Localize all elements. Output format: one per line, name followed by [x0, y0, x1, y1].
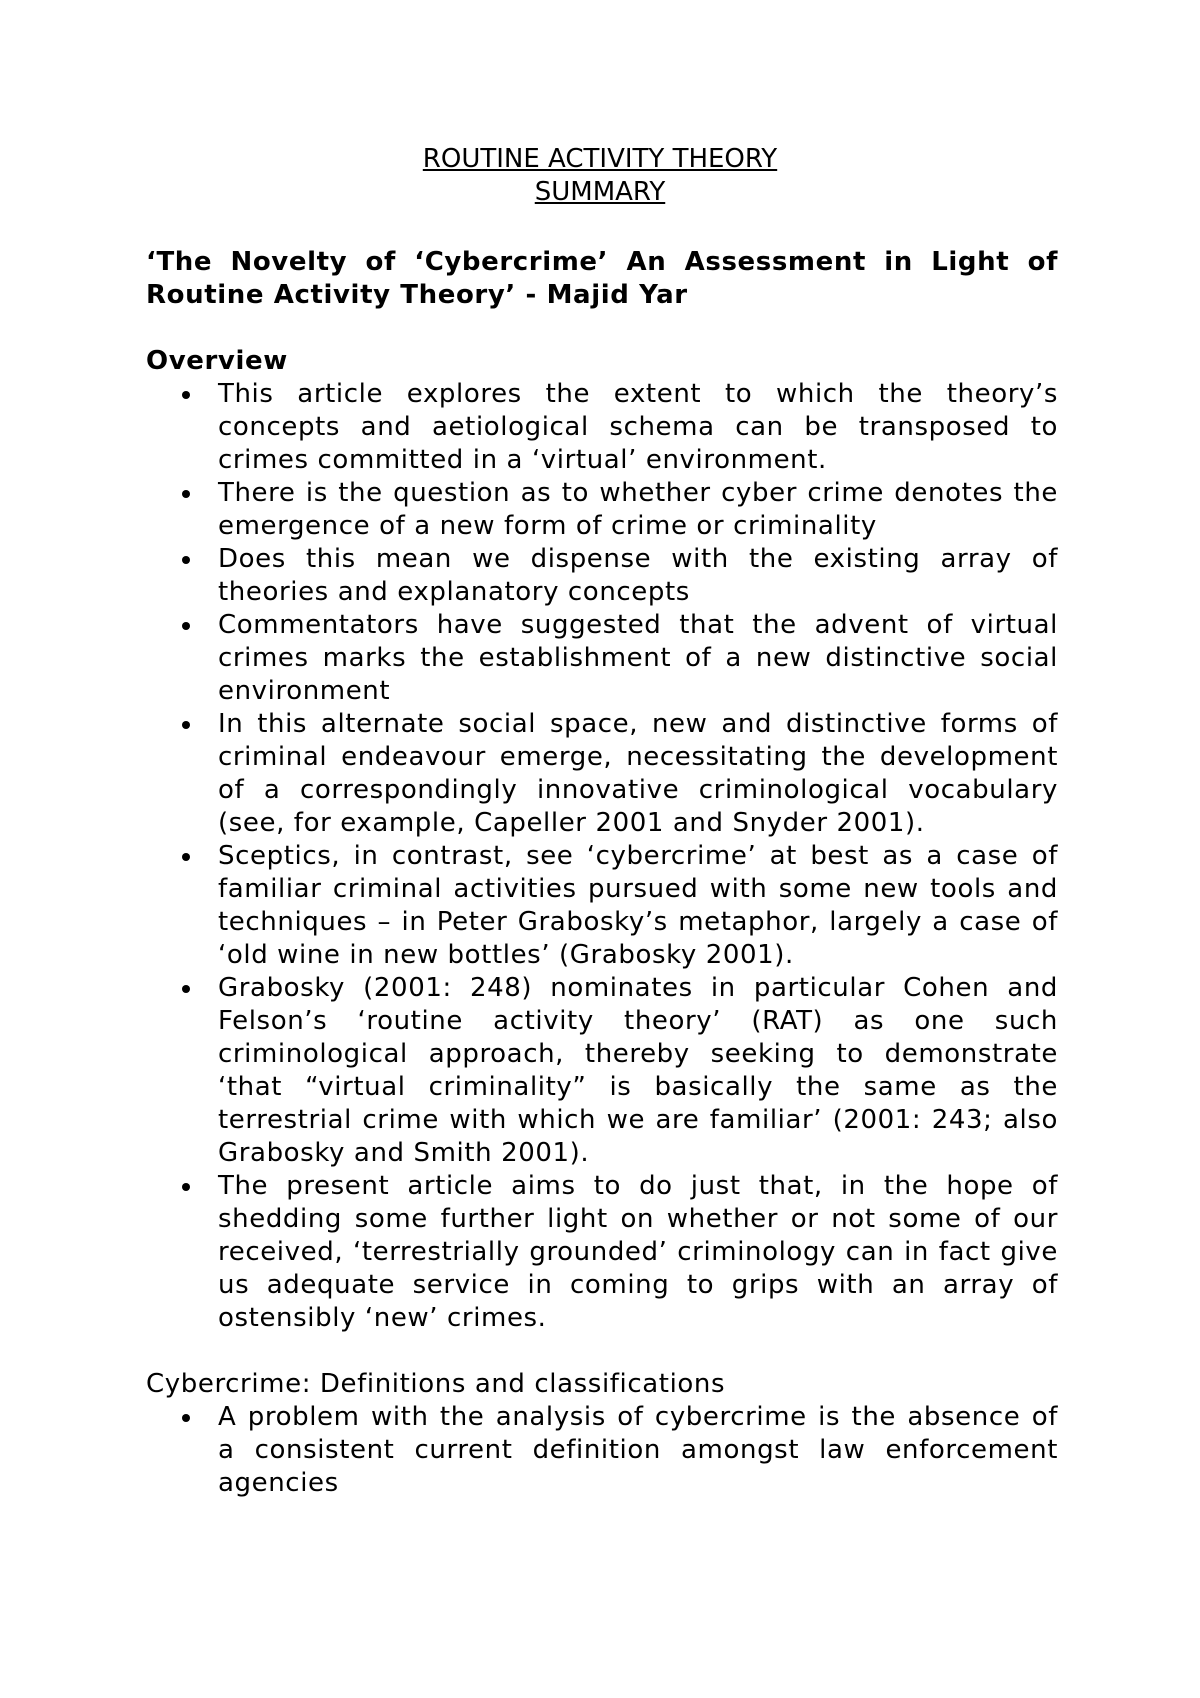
list-item — [218, 1170, 1058, 1335]
bullet-icon — [182, 391, 190, 399]
bullet-icon — [182, 1414, 190, 1422]
list-item — [218, 708, 1058, 840]
list-item-text: Sceptics, in contrast, see ‘cybercrime’ at best as a case of familiar criminal activities pursued with some new tools and techniques – in Peter Grabosky’s metaphor, largely a case of ‘old wine in new bottles’ (Grabosky 2001). — [218, 841, 1058, 970]
article-title: ‘The Novelty of ‘Cybercrime’ An Assessment in Light of Routine Activity Theory’ - Majid Yar — [146, 247, 1058, 310]
bullet-icon — [182, 490, 190, 498]
section-heading-definitions: Cybercrime: Definitions and classifications — [146, 1369, 726, 1399]
document-body — [146, 246, 1058, 1533]
list-item — [218, 543, 1058, 609]
bullet-icon — [182, 853, 190, 861]
list-item-text: This article explores the extent to which the theory’s concepts and aetiological schema can be transposed to crimes committed in a ‘virtual’ environment. — [218, 379, 1058, 475]
list-item — [218, 477, 1058, 543]
list-item — [218, 1401, 1058, 1500]
bullet-icon — [182, 622, 190, 630]
list-item-text: There is the question as to whether cyber crime denotes the emergence of a new form of crime or criminality — [218, 478, 1058, 541]
list-item-text: The present article aims to do just that, in the hope of shedding some further light on whether or not some of our received, ‘terrestrially grounded’ criminology can in fact give us adequate service in coming to grips with an array of ostensibly ‘new’ crimes. — [218, 1171, 1058, 1333]
section-heading-overview: Overview — [146, 346, 288, 376]
bullet-icon — [182, 556, 190, 564]
list-item — [218, 840, 1058, 972]
definitions-bullet-list — [146, 1401, 1058, 1500]
document-title: ROUTINE ACTIVITY THEORY — [422, 144, 778, 174]
list-item-text: In this alternate social space, new and distinctive forms of criminal endeavour emerge, necessitating the development of a correspondingly innovative criminological vocabulary (see, for example, Capeller 2001 and Snyder 2001). — [218, 709, 1058, 838]
list-item-text: Grabosky (2001: 248) nominates in particular Cohen and Felson’s ‘routine activity theory’ (RAT) as one such criminological approach, thereby seeking to demonstrate ‘that “virtual criminality” is basically the same as the terrestrial crime with which we are familiar’ (2001: 243; also Grabosky and Smith 2001). — [218, 973, 1058, 1168]
bullet-icon — [182, 1183, 190, 1191]
list-item — [218, 609, 1058, 708]
document-subtitle: SUMMARY — [534, 177, 666, 207]
list-item-text: A problem with the analysis of cybercrime is the absence of a consistent current definition amongst law enforcement agencies — [218, 1402, 1058, 1498]
list-item-text: Commentators have suggested that the advent of virtual crimes marks the establishment of a new distinctive social environment — [218, 610, 1058, 706]
list-item — [218, 378, 1058, 477]
list-item-text: Does this mean we dispense with the existing array of theories and explanatory concepts — [218, 544, 1058, 607]
list-item — [218, 972, 1058, 1170]
overview-bullet-list — [146, 378, 1058, 1335]
bullet-icon — [182, 985, 190, 993]
document-title-block — [0, 143, 1200, 209]
bullet-icon — [182, 721, 190, 729]
